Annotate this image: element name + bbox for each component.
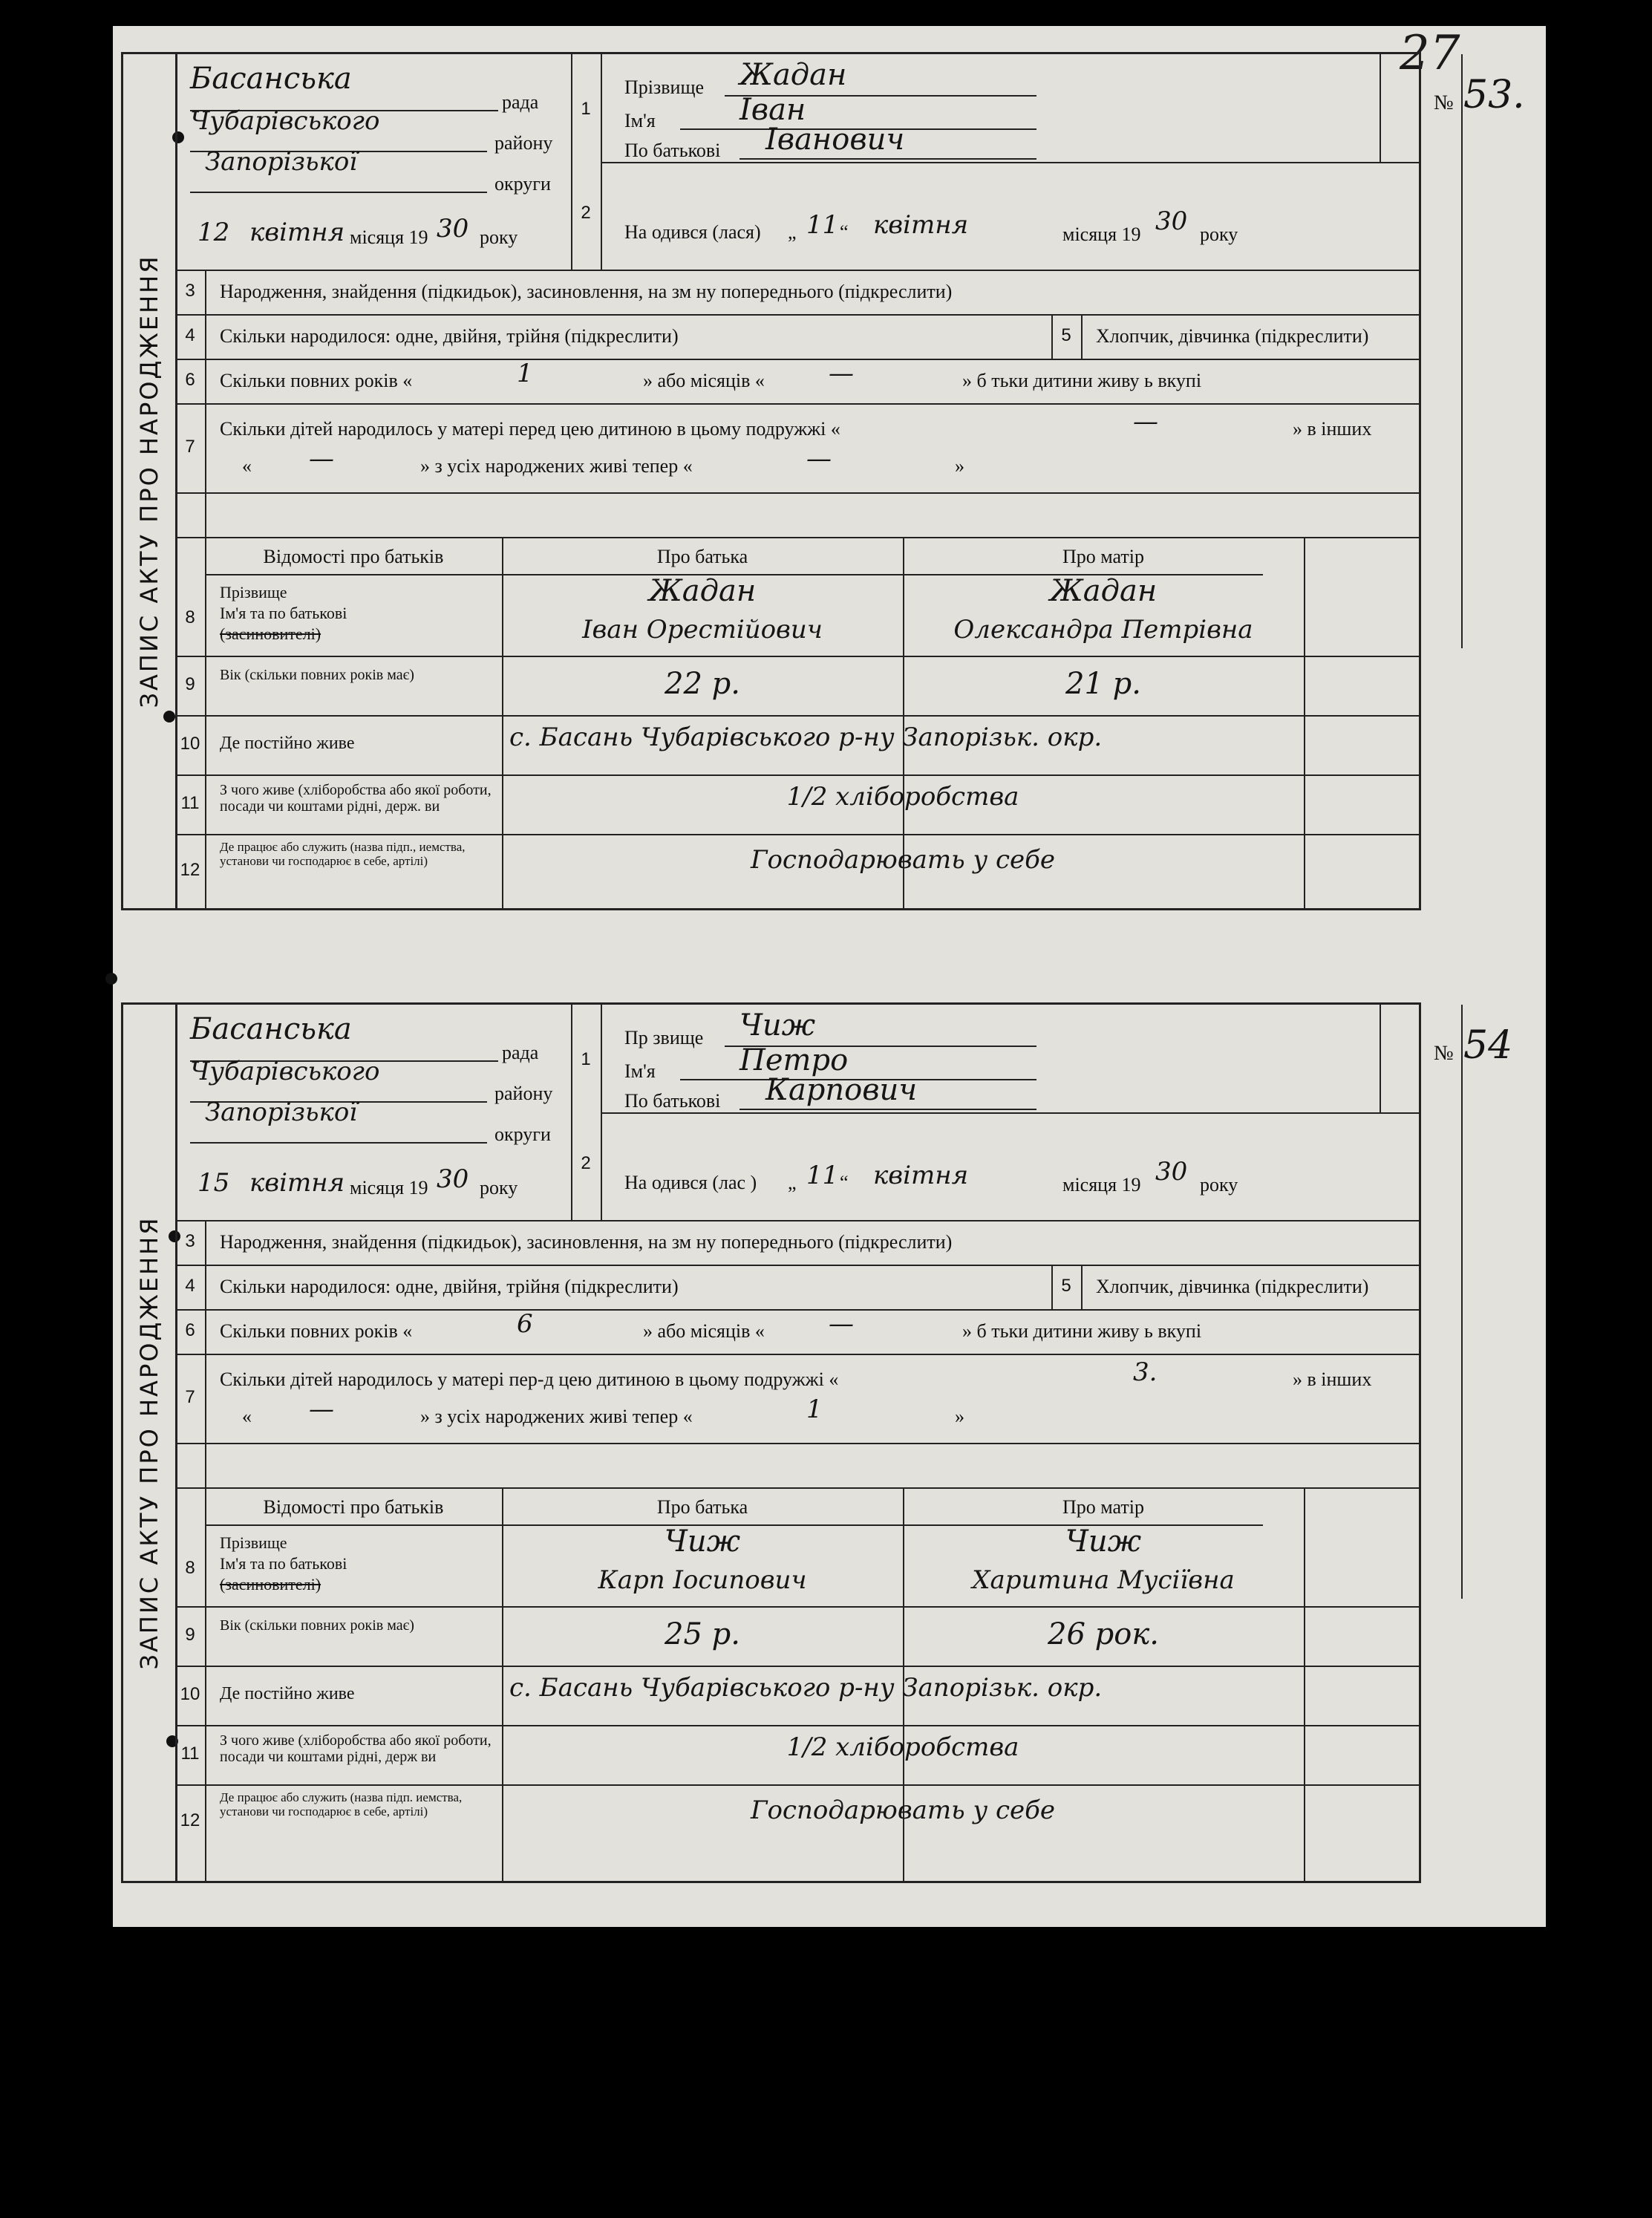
divider — [175, 492, 1419, 494]
born-year-label: року — [1200, 224, 1238, 245]
divider — [175, 314, 1419, 316]
side-title-column — [123, 1005, 177, 1881]
row-num: 4 — [185, 1276, 195, 1296]
residence: с. Басань Чубарівського р-ну Запорізьк. окр. — [509, 723, 1103, 752]
mother-name: Олександра Петрівна — [953, 615, 1253, 645]
row6-years: 6 — [517, 1309, 533, 1339]
r12-label: Де працює або служить (назва підп., иемства, установи чи господарює в себе, артілі) — [220, 840, 466, 868]
r11-label: З чого живе (хліборобства або якої роботи, посади чи коштами рідні, держ. ви — [220, 782, 492, 815]
row4-text: Скільки народилося: одне, двійня, трійня (підкреслити) — [220, 325, 679, 347]
reg-month-label: місяця 19 — [350, 226, 428, 248]
mother-age: 21 р. — [1065, 667, 1141, 701]
raion-value: Чубарівського — [190, 106, 380, 136]
r9-label: Вік (скільки повних років має) — [220, 1617, 414, 1634]
row7-before: 3. — [1133, 1357, 1158, 1387]
patronymic-value: Карпович — [765, 1073, 918, 1107]
rada-value: Басанська — [190, 1012, 352, 1046]
row-num: 10 — [180, 1684, 200, 1704]
born-label: На одився (лася) — [624, 221, 761, 243]
name-label: Ім'я — [624, 1060, 656, 1082]
row-num: 11 — [180, 1744, 200, 1764]
reg-month: квітня — [249, 1168, 345, 1198]
born-month: квітня — [873, 1161, 969, 1190]
occupation: 1/2 хліборобства — [786, 782, 1019, 812]
workplace: Господарювать у себе — [750, 1795, 1056, 1825]
row-num: 1 — [581, 1049, 591, 1069]
divider — [175, 403, 1419, 405]
row3-text: Народження, знайдення (підкидьок), засиновлення, на зм ну попереднього (підкреслити) — [220, 281, 953, 302]
divider — [205, 270, 206, 908]
row6-text-b: » або місяців « — [643, 370, 765, 391]
row-num: 6 — [185, 1320, 195, 1340]
row7-alive: — — [806, 444, 832, 474]
patronymic-label: По батькові — [624, 1090, 721, 1112]
born-month: квітня — [873, 210, 969, 240]
hdr-mother: Про матір — [1062, 1496, 1144, 1518]
mother-surname: Жадан — [1049, 574, 1158, 608]
father-name: Карп Іосипович — [598, 1565, 807, 1595]
mother-name: Харитина Мусіївна — [972, 1565, 1235, 1595]
divider — [1081, 314, 1083, 359]
divider — [175, 1725, 1419, 1726]
quote-close: “ — [840, 221, 849, 243]
record-number: 53. — [1463, 73, 1525, 117]
divider — [175, 1309, 1419, 1311]
row-num: 9 — [185, 674, 195, 694]
row7-text-b: » в інших — [1293, 1369, 1372, 1390]
row-num: 8 — [185, 607, 195, 627]
surname-label: Пр звище — [624, 1027, 704, 1048]
divider — [175, 1265, 1419, 1266]
r8-label-1: Прізвище — [220, 1533, 287, 1552]
born-month-label: місяця 19 — [1062, 1174, 1141, 1196]
row7-text-d: » з усіх народжених живі тепер « — [420, 455, 693, 477]
raion-label: району — [494, 132, 553, 154]
row7-other: — — [309, 444, 334, 474]
divider — [175, 270, 1419, 271]
row-num: 3 — [185, 281, 195, 301]
reg-day: 12 — [197, 218, 230, 247]
row6-months: — — [829, 359, 854, 388]
birth-record-2 — [121, 1002, 1513, 1883]
r8-label-1: Прізвище — [220, 583, 287, 601]
row-num: 12 — [180, 860, 200, 880]
underline — [190, 1142, 487, 1144]
divider — [175, 1487, 1419, 1489]
row6-text-b: » або місяців « — [643, 1320, 765, 1342]
raion-value: Чубарівського — [190, 1057, 380, 1086]
name-label: Ім'я — [624, 110, 656, 131]
row-num: 8 — [185, 1558, 195, 1578]
hdr-info: Відомості про батьків — [263, 1496, 444, 1518]
row-num: 2 — [581, 1153, 591, 1173]
row7-text-e: » — [955, 455, 964, 477]
r8-label-2: Ім'я та по батькові — [220, 1554, 347, 1573]
underline — [190, 192, 487, 193]
rada-label: рада — [502, 91, 539, 113]
quote-open: „ — [788, 1172, 797, 1193]
record-grid — [175, 1005, 1513, 1881]
born-year: 30 — [1155, 206, 1188, 236]
patronymic-label: По батькові — [624, 140, 721, 161]
row-num: 9 — [185, 1625, 195, 1645]
hdr-mother: Про матір — [1062, 546, 1144, 567]
okruga-value: Запорізької — [205, 1097, 358, 1127]
okruga-label: округи — [494, 173, 551, 195]
divider — [205, 1220, 206, 1881]
quote-open: „ — [788, 221, 797, 243]
divider — [1380, 54, 1381, 162]
r12-label: Де працює або служить (назва підп. иемства, установи чи господарює в себе, артілі) — [220, 1790, 463, 1819]
name-value: Петро — [740, 1043, 849, 1077]
page-number: 27 — [1400, 26, 1460, 81]
row6-text-a: Скільки повних років « — [220, 370, 413, 391]
occupation: 1/2 хліборобства — [786, 1732, 1019, 1762]
raion-label: району — [494, 1083, 553, 1104]
row6-years: 1 — [517, 359, 533, 388]
hdr-info: Відомості про батьків — [263, 546, 444, 567]
row7-text-a: Скільки дітей народилось у матері перед цею дитиною в цьому подружжі « — [220, 418, 840, 440]
divider — [175, 1220, 1419, 1221]
divider — [601, 1112, 1419, 1114]
hdr-father: Про батька — [656, 546, 748, 567]
father-surname: Чиж — [664, 1524, 741, 1559]
divider — [175, 1354, 1419, 1355]
divider — [175, 1784, 1419, 1786]
divider — [601, 162, 1419, 163]
divider — [175, 656, 1419, 657]
reg-day: 15 — [197, 1168, 230, 1198]
divider — [571, 1005, 572, 1220]
row7-text-b: » в інших — [1293, 418, 1372, 440]
row-num: 5 — [1061, 325, 1071, 345]
rada-label: рада — [502, 1042, 539, 1063]
row7-text-c: « — [242, 455, 252, 477]
patronymic-value: Іванович — [765, 123, 905, 157]
quote-close: “ — [840, 1172, 849, 1193]
mother-age: 26 рок. — [1048, 1617, 1159, 1651]
row7-before: — — [1133, 407, 1158, 437]
row7-text-d: » з усіх народжених живі тепер « — [420, 1406, 693, 1427]
okruga-value: Запорізької — [205, 147, 358, 177]
divider — [175, 1666, 1419, 1667]
r9-label: Вік (скільки повних років має) — [220, 667, 414, 683]
divider — [1304, 1487, 1305, 1881]
name-value: Іван — [740, 93, 806, 127]
r8-label-2: Ім'я та по батькові — [220, 604, 347, 622]
divider — [1081, 1265, 1083, 1309]
divider — [1380, 1005, 1381, 1112]
record-number: 54 — [1463, 1023, 1513, 1068]
record-grid — [175, 54, 1525, 908]
side-title: ЗАПИС АКТУ ПРО НАРОДЖЕННЯ — [135, 1216, 163, 1670]
side-title-column — [123, 54, 177, 908]
born-day: 11 — [806, 1161, 839, 1190]
reg-year-label: року — [480, 1177, 518, 1198]
row7-alive: 1 — [806, 1395, 823, 1424]
row6-months: — — [829, 1309, 854, 1339]
reg-month-label: місяця 19 — [350, 1177, 428, 1198]
okruga-label: округи — [494, 1123, 551, 1145]
born-day: 11 — [806, 210, 839, 240]
row7-text-c: « — [242, 1406, 252, 1427]
row6-text-c: » б тьки дитини живу ь вкупі — [962, 370, 1202, 391]
row4-text: Скільки народилося: одне, двійня, трійня (підкреслити) — [220, 1276, 679, 1297]
row6-text-c: » б тьки дитини живу ь вкупі — [962, 1320, 1202, 1342]
side-title: ЗАПИС АКТУ ПРО НАРОДЖЕННЯ — [135, 254, 163, 708]
number-label: № — [1434, 1042, 1454, 1065]
row-num: 5 — [1061, 1276, 1071, 1296]
row3-text: Народження, знайдення (підкидьок), засиновлення, на зм ну попереднього (підкреслити) — [220, 1231, 953, 1253]
row5-text: Хлопчик, дівчинка (підкреслити) — [1096, 1276, 1369, 1297]
underline — [740, 158, 1036, 160]
row5-text: Хлопчик, дівчинка (підкреслити) — [1096, 325, 1369, 347]
row-num: 2 — [581, 203, 591, 223]
r8-label-3: (засиновителі) — [220, 1575, 321, 1594]
divider — [1461, 1005, 1463, 1599]
father-name: Іван Орестійович — [582, 615, 823, 645]
born-month-label: місяця 19 — [1062, 224, 1141, 245]
row-num: 10 — [180, 734, 200, 754]
reg-year-label: року — [480, 226, 518, 248]
workplace: Господарювать у себе — [750, 845, 1056, 875]
father-age: 25 р. — [665, 1617, 740, 1651]
born-year-label: року — [1200, 1174, 1238, 1196]
r10-label: Де постійно живе — [220, 1684, 355, 1703]
divider — [175, 1443, 1419, 1444]
divider — [175, 834, 1419, 835]
row6-text-a: Скільки повних років « — [220, 1320, 413, 1342]
number-label: № — [1434, 91, 1454, 114]
reg-year: 30 — [437, 214, 469, 244]
r8-label-3: (засиновителі) — [220, 624, 321, 643]
row7-text-e: » — [955, 1406, 964, 1427]
born-label: На одився (лас ) — [624, 1172, 757, 1193]
row-num: 3 — [185, 1231, 195, 1251]
r11-label: З чого живе (хліборобства або якої роботи, посади чи коштами рідні, держ ви — [220, 1732, 492, 1765]
divider — [175, 774, 1419, 776]
divider — [175, 359, 1419, 360]
divider — [175, 1606, 1419, 1608]
divider — [1304, 537, 1305, 908]
divider — [175, 715, 1419, 717]
r10-label: Де постійно живе — [220, 734, 355, 753]
row7-text-a: Скільки дітей народилось у матері пер-д цею дитиною в цьому подружжі « — [220, 1369, 839, 1390]
row-num: 6 — [185, 370, 195, 390]
rada-value: Басанська — [190, 62, 352, 96]
mother-surname: Чиж — [1065, 1524, 1142, 1559]
surname-label: Прізвище — [624, 76, 705, 98]
father-age: 22 р. — [665, 667, 740, 701]
divider — [175, 537, 1419, 538]
hdr-father: Про батька — [656, 1496, 748, 1518]
residence: с. Басань Чубарівського р-ну Запорізьк. окр. — [509, 1673, 1103, 1703]
row-num: 7 — [185, 1387, 195, 1407]
divider — [1461, 54, 1463, 648]
reg-month: квітня — [249, 218, 345, 247]
row-num: 12 — [180, 1810, 200, 1830]
row7-other: — — [309, 1395, 334, 1424]
row-num: 1 — [581, 99, 591, 119]
row-num: 4 — [185, 325, 195, 345]
row-num: 11 — [180, 793, 200, 813]
underline — [740, 1109, 1036, 1110]
born-year: 30 — [1155, 1157, 1188, 1187]
reg-year: 30 — [437, 1164, 469, 1194]
surname-value: Жадан — [740, 58, 847, 92]
divider — [571, 54, 572, 270]
surname-value: Чиж — [740, 1008, 816, 1043]
row-num: 7 — [185, 437, 195, 457]
father-surname: Жадан — [648, 574, 757, 608]
